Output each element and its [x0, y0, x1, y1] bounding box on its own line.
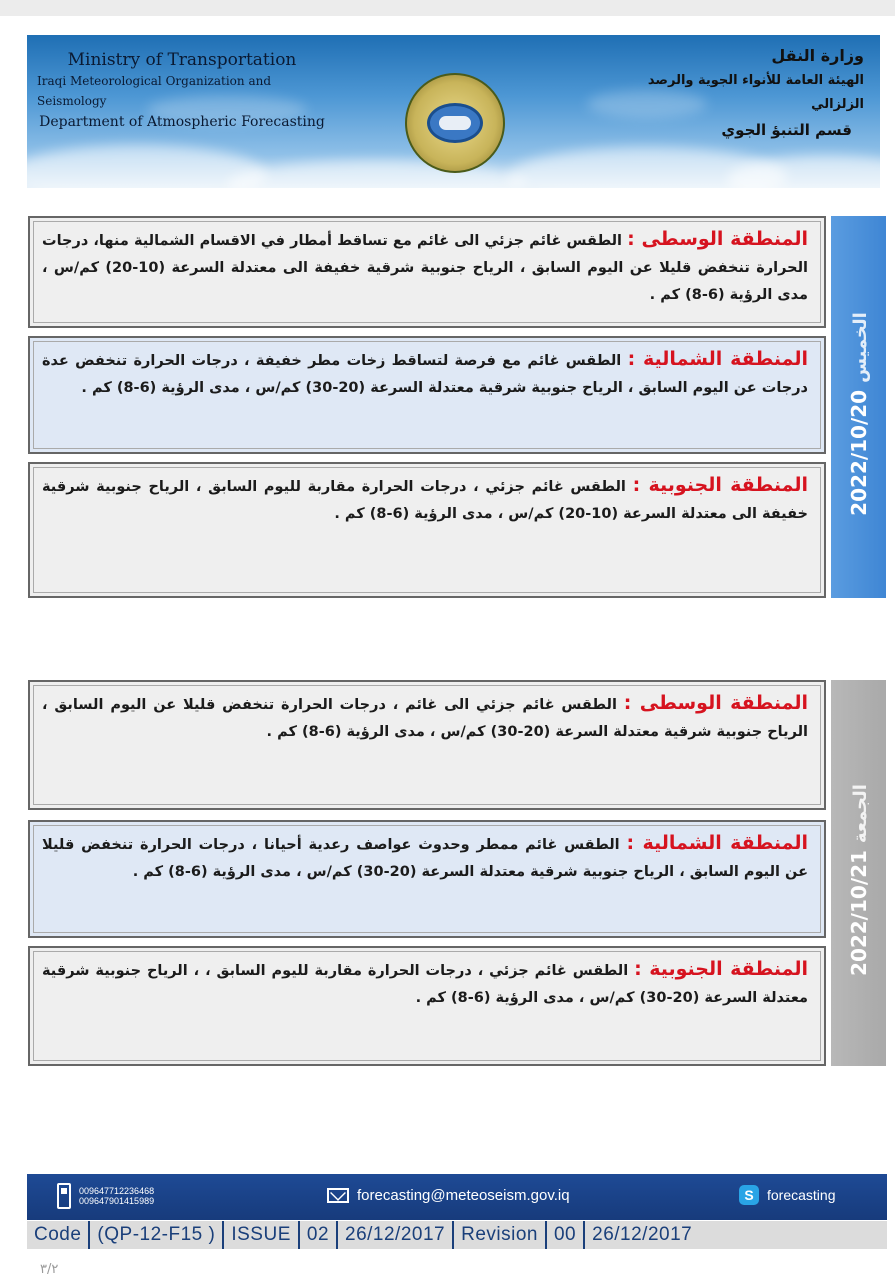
region-forecast-text: الطقس غائم ممطر وحدوث عواصف رعدية أحيانا ، درجات الحرارة تنخفض قليلا عن اليوم السابق ، الرياح جنوبية شرقية معتدلة السرعة (20-30) كم/س ، مدى الرؤية (6-8) كم . [42, 837, 808, 880]
department-name-ar: قسم التنبؤ الجوي [721, 121, 852, 139]
region-forecast-text: الطقس غائم مع فرصة لتساقط زخات مطر خفيفة ، درجات الحرارة تنخفض عدة درجات عن اليوم السابق ، الرياح جنوبية شرقية معتدلة السرعة (20-30) كم/س ، مدى الرؤية (6-8) كم . [42, 353, 808, 396]
code-cell: (QP-12-F15 ) [90, 1221, 224, 1249]
arabic-header [604, 43, 864, 143]
top-bar [0, 0, 895, 16]
organization-name-ar: الهيئة العامة للأنواء الجوية والرصد الزلزالي [647, 73, 864, 112]
letterhead-banner [27, 35, 880, 188]
region-central-day1 [28, 216, 826, 328]
phone-number-1: 009647712236468 [79, 1186, 155, 1196]
document-code-row [27, 1221, 887, 1249]
phone-numbers [57, 1183, 154, 1209]
region-forecast-text: الطقس غائم جزئي ، درجات الحرارة مقاربة لليوم السابق ، الرياح جنوبية شرقية خفيفة الى معتدلة السرعة (10-20) كم/س ، مدى الرؤية (6-8) كم . [42, 479, 808, 522]
organization-logo [405, 73, 505, 173]
region-north-day1 [28, 336, 826, 454]
code-cell: Code [27, 1221, 90, 1249]
region-south-day2 [28, 946, 826, 1066]
region-title: المنطقة الجنوبية : [634, 958, 808, 980]
skype-handle: forecasting [767, 1187, 836, 1203]
forecast-day-2 [28, 680, 886, 1066]
ministry-name-ar: وزارة النقل [771, 46, 864, 65]
region-title: المنطقة الشمالية : [627, 348, 808, 370]
phone-icon [57, 1183, 71, 1209]
code-cell: 00 [547, 1221, 585, 1249]
region-north-day2 [28, 820, 826, 938]
region-title: المنطقة الوسطى : [623, 692, 808, 714]
day-name: الخميس [849, 312, 871, 383]
code-cell: Revision [454, 1221, 547, 1249]
region-forecast-text: الطقس غائم جزئي ، درجات الحرارة مقاربة لليوم السابق ، ، الرياح جنوبية شرقية معتدلة السرعة (20-30) كم/س ، مدى الرؤية (6-8) كم . [42, 963, 808, 1006]
page-number: ٣/٢ [40, 1262, 59, 1277]
english-header [37, 49, 327, 133]
skype-contact [739, 1185, 835, 1205]
region-south-day1 [28, 462, 826, 598]
region-forecast-text: الطقس غائم جزئي الى غائم مع تساقط أمطار في الاقسام الشمالية منها، درجات الحرارة تنخفض قليلا عن اليوم السابق ، الرياح جنوبية شرقية خفيفة الى معتدلة السرعة (10-20) كم/س ، مدى الرؤية (6-8) كم . [42, 233, 808, 303]
region-title: المنطقة الوسطى : [627, 228, 808, 250]
code-cell: ISSUE [224, 1221, 300, 1249]
region-forecast-text: الطقس غائم جزئي الى غائم ، درجات الحرارة تنخفض قليلا عن اليوم السابق ، الرياح جنوبية شرقية معتدلة السرعة (20-30) كم/س ، مدى الرؤية (6-8) كم . [42, 697, 808, 740]
forecast-day-1 [28, 216, 886, 598]
forecast-date: 2022/10/21 [846, 850, 871, 976]
code-cell: 26/12/2017 [338, 1221, 454, 1249]
contact-footer [27, 1174, 887, 1220]
day-name: الجمعة [849, 784, 871, 844]
date-sidebar-day1 [831, 216, 886, 598]
code-cell: 26/12/2017 [592, 1224, 693, 1245]
forecast-date: 2022/10/20 [846, 389, 871, 516]
email-address[interactable]: forecasting@meteoseism.gov.iq [357, 1187, 570, 1204]
envelope-icon [327, 1188, 349, 1203]
email-contact [327, 1187, 570, 1204]
skype-icon: S [739, 1185, 759, 1205]
region-title: المنطقة الجنوبية : [632, 474, 808, 496]
organization-name-en: Iraqi Meteorological Organization and Seismology [37, 74, 272, 108]
department-name-en: Department of Atmospheric Forecasting [39, 114, 325, 130]
ministry-name-en: Ministry of Transportation [67, 50, 297, 70]
date-sidebar-day2 [831, 680, 886, 1066]
region-central-day2 [28, 680, 826, 810]
code-cell: 02 [300, 1221, 338, 1249]
region-title: المنطقة الشمالية : [626, 832, 808, 854]
phone-number-2: 009647901415989 [79, 1196, 155, 1206]
